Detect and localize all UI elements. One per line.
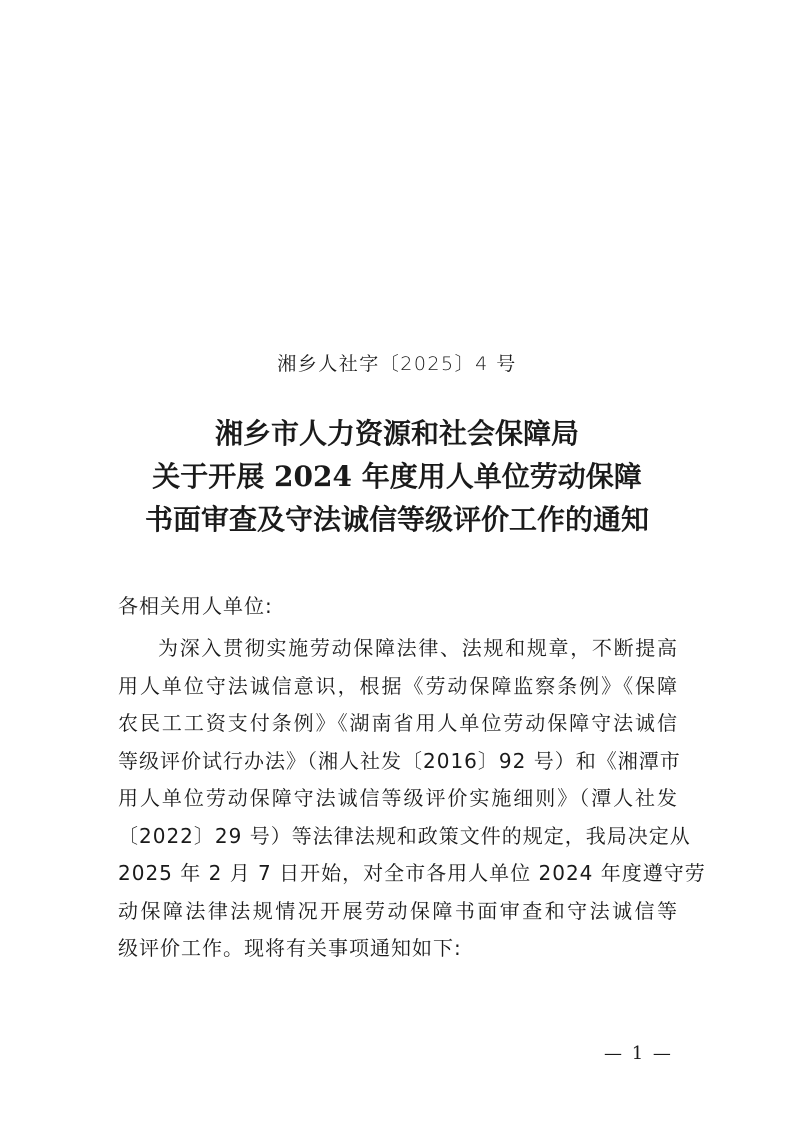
title-line: 关于开展 2024 年度用人单位劳动保障 (152, 460, 642, 493)
body-line: 2025 年 2 月 7 日开始，对全市各用人单位 2024 年度遵守劳 (118, 861, 706, 885)
document-number: 湘乡人社字〔2025〕4 号 (277, 353, 517, 375)
page-number: — 1 — (604, 1043, 673, 1064)
body-paragraph (118, 630, 706, 968)
document-title (0, 412, 794, 541)
body-line: 为深入贯彻实施劳动保障法律、法规和规章，不断提高 (158, 636, 678, 660)
body-line: 用人单位劳动保障守法诚信等级评价实施细则》（潭人社发 (118, 786, 678, 810)
body-line: 级评价工作。现将有关事项通知如下: (118, 936, 462, 960)
salutation: 各相关用人单位: (118, 594, 273, 618)
body-line: 〔2022〕29 号）等法律法规和政策文件的规定，我局决定从 (118, 823, 691, 848)
body-line: 用人单位守法诚信意识，根据《劳动保障监察条例》《保障 (118, 673, 678, 698)
body-line: 农民工工资支付条例》《湖南省用人单位劳动保障守法诚信 (118, 711, 678, 735)
title-line: 湘乡市人力资源和社会保障局 (214, 417, 579, 450)
body-line: 等级评价试行办法》（湘人社发〔2016〕92 号）和《湘潭市 (118, 748, 681, 773)
title-line: 书面审查及守法诚信等级评价工作的通知 (144, 503, 649, 536)
body-line: 动保障法律法规情况开展劳动保障书面审查和守法诚信等 (118, 898, 678, 923)
